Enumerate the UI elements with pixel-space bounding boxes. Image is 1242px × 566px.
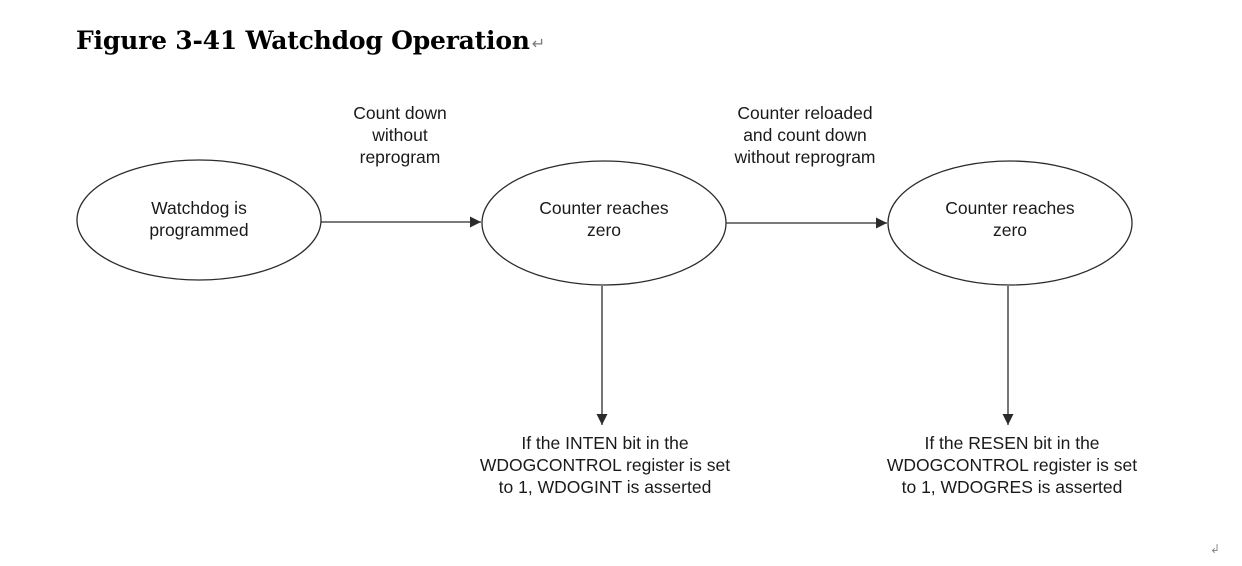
edge-label-count-down bbox=[300, 102, 500, 168]
paragraph-return-mark: ↵ bbox=[531, 34, 545, 53]
label-line: WDOGCONTROL register is set bbox=[886, 455, 1138, 475]
label-line: Counter reaches bbox=[945, 198, 1075, 218]
label-line: without reprogram bbox=[734, 147, 876, 167]
label-line: If the INTEN bit in the bbox=[521, 433, 689, 453]
label-counter-reaches-zero-second bbox=[910, 197, 1110, 241]
outcome-resen-text bbox=[832, 432, 1192, 498]
label-watchdog-programmed bbox=[109, 197, 289, 241]
outcome-inten-text bbox=[425, 432, 785, 498]
label-line: Watchdog is bbox=[151, 198, 247, 218]
figure-title-text: Figure 3-41 Watchdog Operation bbox=[76, 26, 530, 55]
label-counter-reaches-zero-first bbox=[504, 197, 704, 241]
label-line: Counter reloaded bbox=[737, 103, 873, 123]
label-line: without bbox=[372, 125, 428, 145]
edge-label-counter-reloaded bbox=[690, 102, 920, 168]
label-line: and count down bbox=[743, 125, 867, 145]
label-line: to 1, WDOGRES is asserted bbox=[901, 477, 1123, 497]
label-line: zero bbox=[992, 220, 1028, 240]
label-line: WDOGCONTROL register is set bbox=[479, 455, 731, 475]
end-of-cell-mark: ↲ bbox=[1210, 542, 1221, 556]
label-line: zero bbox=[586, 220, 622, 240]
label-line: programmed bbox=[149, 220, 249, 240]
label-line: If the RESEN bit in the bbox=[924, 433, 1100, 453]
label-line: Counter reaches bbox=[539, 198, 669, 218]
label-line: Count down bbox=[353, 103, 447, 123]
label-line: to 1, WDOGINT is asserted bbox=[498, 477, 712, 497]
label-line: reprogram bbox=[359, 147, 441, 167]
